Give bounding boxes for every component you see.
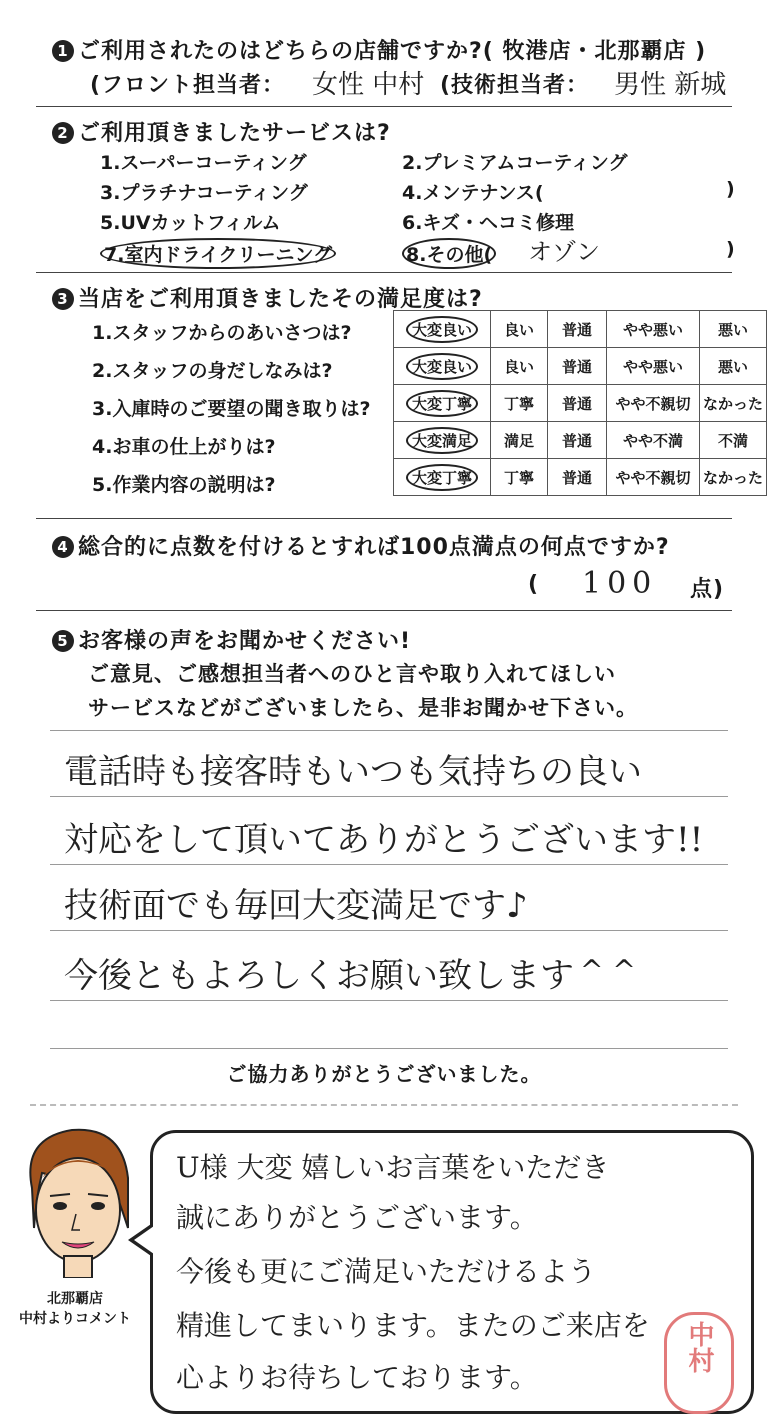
rating-cell: 不満 xyxy=(700,422,767,459)
rating-cell: 普通 xyxy=(548,459,607,496)
comment-line-5: 心よりお待ちしております。 xyxy=(176,1361,538,1394)
answer-line xyxy=(50,1000,728,1001)
rating-cell: 丁寧 xyxy=(491,385,548,422)
rating-cell: 満足 xyxy=(491,422,548,459)
q1-question xyxy=(52,34,706,65)
rating-cell xyxy=(394,348,491,385)
q1-text: ご利用されたのはどちらの店舗ですか?( 牧港店・北那覇店 ) xyxy=(78,39,707,64)
comment-line-3: 今後も更にご満足いただけるよう xyxy=(176,1255,597,1288)
rating-cell xyxy=(394,311,491,348)
q4-text: 総合的に点数を付けるとすれば100点満点の何点ですか? xyxy=(78,535,670,560)
avatar-caption-1: 北那覇店 xyxy=(47,1291,103,1307)
selected-rating: 大変良い xyxy=(406,316,478,343)
rating-cell: やや不親切 xyxy=(607,385,700,422)
rating-cell: なかった xyxy=(700,459,767,496)
q3-row-1-label: 1.スタッフからのあいさつは? xyxy=(92,322,352,344)
answer-line-3: 技術面でも毎回大変満足です♪ xyxy=(64,886,528,926)
q4-open-paren: ( xyxy=(528,572,540,597)
q4-score: 100 xyxy=(582,566,658,601)
q5-question xyxy=(52,624,411,655)
avatar xyxy=(12,1118,142,1278)
rating-cell: やや悪い xyxy=(607,311,700,348)
q4-question xyxy=(52,530,670,561)
q2-option-3: 3.プラチナコーティング xyxy=(100,182,308,204)
satisfaction-table xyxy=(393,310,767,496)
q2-question xyxy=(52,116,391,147)
answer-line-4: 今後ともよろしくお願い致します xyxy=(64,956,574,996)
rating-cell: 普通 xyxy=(548,422,607,459)
rating-cell: 普通 xyxy=(548,311,607,348)
comment-line-2: 誠にありがとうございます。 xyxy=(176,1201,538,1234)
q2-option-6: 6.キズ・ヘコミ修理 xyxy=(402,212,575,234)
comment-line-1: U様 大変 嬉しいお言葉をいただき xyxy=(176,1151,610,1184)
rating-cell: 丁寧 xyxy=(491,459,548,496)
rating-cell: 普通 xyxy=(548,348,607,385)
rating-cell: 良い xyxy=(491,348,548,385)
rating-cell: 悪い xyxy=(700,311,767,348)
rating-cell: やや不満 xyxy=(607,422,700,459)
q1-front-value: 女性 中村 xyxy=(312,70,425,100)
answer-line xyxy=(50,864,728,865)
divider xyxy=(36,518,732,519)
q5-number: 5 xyxy=(52,630,74,652)
q5-sub-2: サービスなどがございましたら、是非お聞かせ下さい。 xyxy=(88,696,638,720)
q1-tech-value: 男性 新城 xyxy=(614,70,727,100)
stamp-text: 中村 xyxy=(684,1321,714,1373)
table-row xyxy=(394,311,767,348)
q3-row-2-label: 2.スタッフの身だしなみは? xyxy=(92,360,333,382)
q3-row-3-label: 3.入庫時のご要望の聞き取りは? xyxy=(92,398,371,420)
speech-bubble-tail-fill xyxy=(134,1226,154,1254)
selected-rating: 大変良い xyxy=(406,353,478,380)
divider xyxy=(36,106,732,107)
q2-option-7 xyxy=(100,238,336,269)
q2-option-2: 2.プレミアムコーティング xyxy=(402,152,628,174)
q4-number: 4 xyxy=(52,536,74,558)
q2-option-8 xyxy=(402,238,496,269)
answer-line-2: 対応をして頂いてありがとうございます!! xyxy=(64,820,704,860)
rating-cell xyxy=(394,422,491,459)
avatar-caption-2: 中村よりコメント xyxy=(19,1311,131,1327)
rating-cell: 良い xyxy=(491,311,548,348)
q3-row-4-label: 4.お車の仕上がりは? xyxy=(92,436,276,458)
selected-rating: 大変丁寧 xyxy=(406,464,478,491)
rating-cell: やや不親切 xyxy=(607,459,700,496)
rating-cell xyxy=(394,385,491,422)
q3-row-5-label: 5.作業内容の説明は? xyxy=(92,474,276,496)
rating-cell: 悪い xyxy=(700,348,767,385)
q1-number: 1 xyxy=(52,40,74,62)
q2-text: ご利用頂きましたサービスは? xyxy=(78,121,391,146)
name-stamp xyxy=(664,1312,734,1414)
answer-line xyxy=(50,796,728,797)
q2-option-4-close: ) xyxy=(726,178,735,200)
rating-cell: やや悪い xyxy=(607,348,700,385)
rating-cell: なかった xyxy=(700,385,767,422)
rating-cell: 普通 xyxy=(548,385,607,422)
dashed-divider xyxy=(30,1104,738,1106)
table-row xyxy=(394,459,767,496)
answer-line xyxy=(50,730,728,731)
q5-text: お客様の声をお聞かせください! xyxy=(78,629,412,654)
comment-line-4: 精進してまいります。またのご来店を xyxy=(176,1309,650,1342)
q1-tech-label: (技術担当者： xyxy=(440,73,590,98)
q2-option-8-close: ) xyxy=(726,238,735,260)
q4-unit: 点) xyxy=(690,577,725,602)
divider xyxy=(36,610,732,611)
q5-sub-1: ご意見、ご感想担当者へのひと言や取り入れてほしい xyxy=(88,662,616,686)
answer-line xyxy=(50,930,728,931)
q2-option-1: 1.スーパーコーティング xyxy=(100,152,307,174)
answer-line xyxy=(50,1048,728,1049)
q2-option-7-mark: 7.室内ドライクリーニング xyxy=(100,238,336,269)
answer-line-1: 電話時も接客時もいつも気持ちの良い xyxy=(64,752,642,792)
table-row xyxy=(394,385,767,422)
selected-rating: 大変満足 xyxy=(406,427,478,454)
q3-text: 当店をご利用頂きましたその満足度は? xyxy=(78,287,483,312)
q2-other-value: オゾン xyxy=(528,238,600,266)
q1-staff-label: (フロント担当者： xyxy=(90,73,286,98)
table-row xyxy=(394,348,767,385)
q3-number: 3 xyxy=(52,288,74,310)
thanks-text: ご協力ありがとうございました。 xyxy=(226,1062,542,1086)
smiley-face: ^ ^ xyxy=(580,954,636,987)
divider xyxy=(36,272,732,273)
rating-cell xyxy=(394,459,491,496)
table-row xyxy=(394,422,767,459)
q3-question xyxy=(52,282,483,313)
q2-option-5: 5.UVカットフィルム xyxy=(100,212,281,234)
q2-option-8-mark: 8.その他( xyxy=(402,238,496,269)
selected-rating: 大変丁寧 xyxy=(406,390,478,417)
q2-number: 2 xyxy=(52,122,74,144)
q2-option-4: 4.メンテナンス( xyxy=(402,182,544,204)
